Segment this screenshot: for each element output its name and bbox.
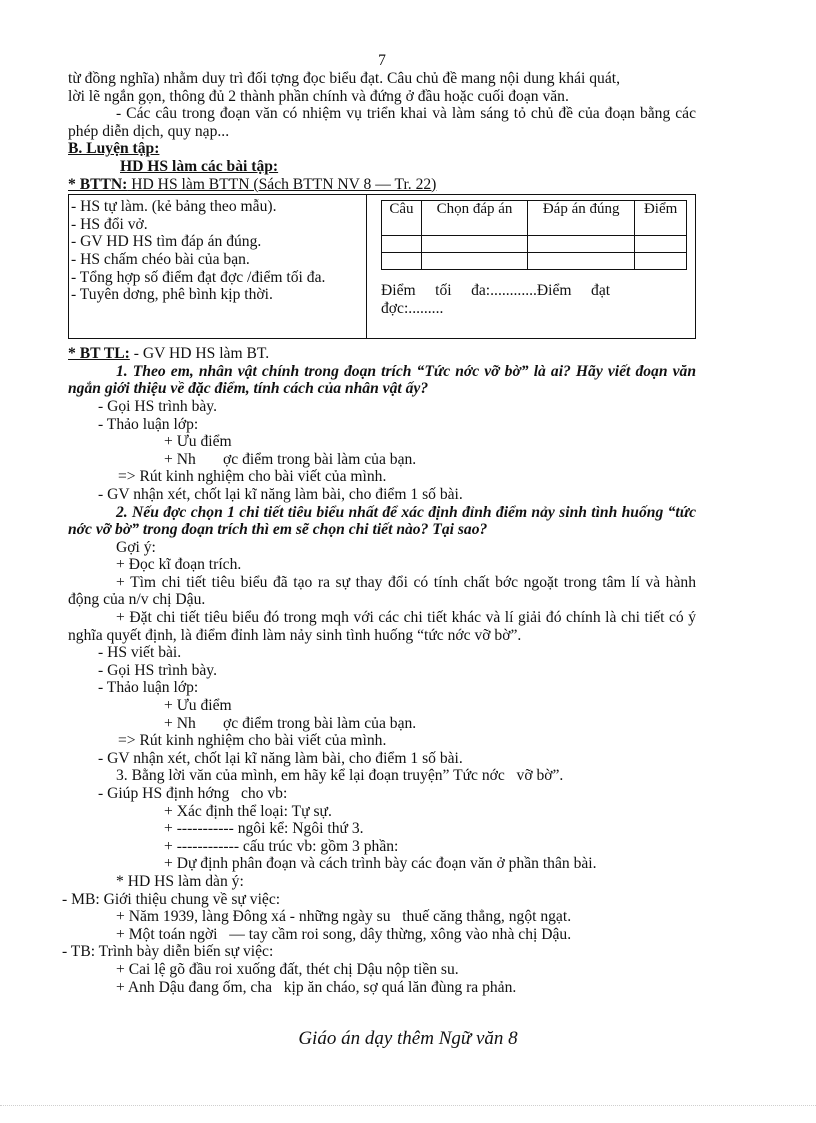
nhuoc-diem: + Nh ợc điểm trong bài làm của bạn.	[164, 714, 417, 732]
q3-item: + Dự định phân đoạn và cách trình bày các đoạn văn ở phần thân bài.	[164, 855, 597, 873]
bttn-text: HD HS làm BTTN (Sách BTTN NV 8 — Tr. 22)	[127, 175, 437, 193]
exercise-steps	[69, 195, 367, 338]
table-header-cell: Chọn đáp án	[421, 201, 527, 236]
q2-step: - Thảo luận lớp:	[98, 679, 199, 697]
page-footer: Giáo án dạy thêm Ngữ văn 8	[298, 1028, 518, 1049]
mb-item: + Năm 1939, làng Đông xá - những ngày su thuế căng thẳng, ngột ngạt.	[116, 908, 572, 926]
question-3: 3. Bằng lời văn của mình, em hãy kể lại đoạn truyện” Tức nớc vỡ bờ”.	[116, 767, 564, 785]
section-b-heading: B. Luyện tập:	[68, 140, 160, 158]
score-panel	[367, 195, 695, 338]
goi-y: Gợi ý:	[116, 538, 156, 556]
bttn-line	[68, 176, 696, 194]
intro-line-1: từ đồng nghĩa) nhằm duy trì đối tợng đọc biểu đạt. Câu chủ đề mang nội dung khái quát,	[68, 70, 620, 87]
q3-item: + ----------- ngôi kể: Ngôi thứ 3.	[164, 820, 364, 838]
q1-step: - Gọi HS trình bày.	[98, 397, 217, 415]
bttl-text: - GV HD HS làm BT.	[129, 345, 270, 363]
step-item: - HS đổi vở.	[71, 215, 148, 233]
document-page	[62, 52, 696, 996]
rut-kinh-nghiem: => Rút kinh nghiệm cho bài viết của mình.	[118, 732, 387, 750]
tb-item: + Cai lệ gõ đầu roi xuống đất, thét chị Dậu nộp tiền su.	[116, 960, 459, 978]
table-header-cell: Câu	[382, 201, 422, 236]
bttl-line	[68, 345, 696, 363]
nhuoc-diem: + Nh ợc điểm trong bài làm của bạn.	[164, 450, 417, 468]
mb-item: + Một toán ngời — tay cầm roi song, dây thừng, xông vào nhà chị Dậu.	[116, 925, 572, 943]
step-item: - HS tự làm. (kẻ bảng theo mẫu).	[71, 198, 277, 216]
exercise-box	[68, 194, 696, 339]
step-item: - Tuyên dơng, phê bình kịp thời.	[71, 286, 273, 304]
question-2: 2. Nếu đợc chọn 1 chi tiết tiêu biểu nhất để xác định đỉnh điểm nảy sinh tình huống “tức nớc vỡ bờ” trong đoạn trích thì em sẽ chọn chi tiết nào? Tại sao?	[68, 503, 696, 539]
uu-diem: + Ưu điểm	[164, 697, 232, 715]
q3-help: - Giúp HS định hớng cho vb:	[98, 785, 288, 802]
q2-step: - HS viết bài.	[98, 644, 182, 662]
table-header-cell: Điểm	[635, 201, 687, 236]
table-row	[382, 236, 687, 253]
gv-nhan-xet: - GV nhận xét, chốt lại kĩ năng làm bài, cho điểm 1 số bài.	[98, 485, 463, 503]
max-score-line: Điểm tối đa:............Điểm đạt	[381, 282, 611, 300]
hd-title: HD HS làm các bài tập:	[120, 157, 279, 175]
q2-step: - Gọi HS trình bày.	[98, 661, 217, 679]
table-header-cell: Đáp án đúng	[528, 201, 635, 236]
q1-step: - Thảo luận lớp:	[98, 415, 199, 433]
hd-dan-y: * HD HS làm dàn ý:	[116, 872, 244, 890]
rut-kinh-nghiem: => Rút kinh nghiệm cho bài viết của mình.	[118, 468, 387, 486]
q3-item: + Xác định thể loại: Tự sự.	[164, 802, 332, 820]
step-item: - GV HD HS tìm đáp án đúng.	[71, 233, 262, 251]
tb-label: - TB: Trình bày diễn biến sự việc:	[62, 943, 274, 961]
mb-label: - MB: Giới thiệu chung về sự việc:	[62, 890, 281, 908]
question-1: 1. Theo em, nhân vật chính trong đoạn trích “Tức nớc vỡ bờ” là ai? Hãy viết đoạn văn ngắn giới thiệu về đặc điểm, tính cách của nhân vật ấy?	[68, 362, 696, 398]
page-number: 7	[378, 52, 386, 69]
intro-line-2: lời lẽ ngắn gọn, thông đủ 2 thành phần chính và đứng ở đầu hoặc cuối đoạn văn.	[68, 87, 569, 105]
uu-diem: + Ưu điểm	[164, 433, 232, 451]
q3-item: + ------------ cấu trúc vb: gồm 3 phần:	[164, 837, 399, 855]
page-divider	[0, 1105, 816, 1106]
score-table	[381, 200, 687, 270]
step-item: - Tổng hợp số điểm đạt đợc /điểm tối đa.	[71, 268, 326, 286]
hint-item: + Đọc kĩ đoạn trích.	[116, 556, 242, 574]
intro-item: - Các câu trong đoạn văn có nhiệm vụ triển khai và làm sáng tỏ chủ đề của đoạn bằng các phép diễn dịch, quy nạp...	[68, 105, 696, 140]
table-row	[382, 253, 687, 270]
tb-item: + Anh Dậu đang ốm, cha kịp ăn cháo, sợ quá lăn đùng ra phản.	[116, 978, 517, 996]
gv-nhan-xet: - GV nhận xét, chốt lại kĩ năng làm bài, cho điểm 1 số bài.	[98, 749, 463, 767]
achieved-line: đợc:.........	[381, 300, 444, 318]
bttn-label: * BTTN:	[68, 175, 128, 193]
hint-item: + Đặt chi tiết tiêu biểu đó trong mqh với các chi tiết khác và lí giải đó chính là chi tiết có ý nghĩa quyết định, là điểm đỉnh làm nảy sinh tình huống “tức nớc vỡ bờ”.	[68, 609, 696, 644]
bttl-label: * BT TL:	[68, 345, 130, 363]
step-item: - HS chấm chéo bài của bạn.	[71, 250, 250, 268]
hint-item: + Tìm chi tiết tiêu biểu đã tạo ra sự thay đổi có tính chất bớc ngoặt trong tâm lí và hành động của n/v chị Dậu.	[68, 573, 696, 609]
